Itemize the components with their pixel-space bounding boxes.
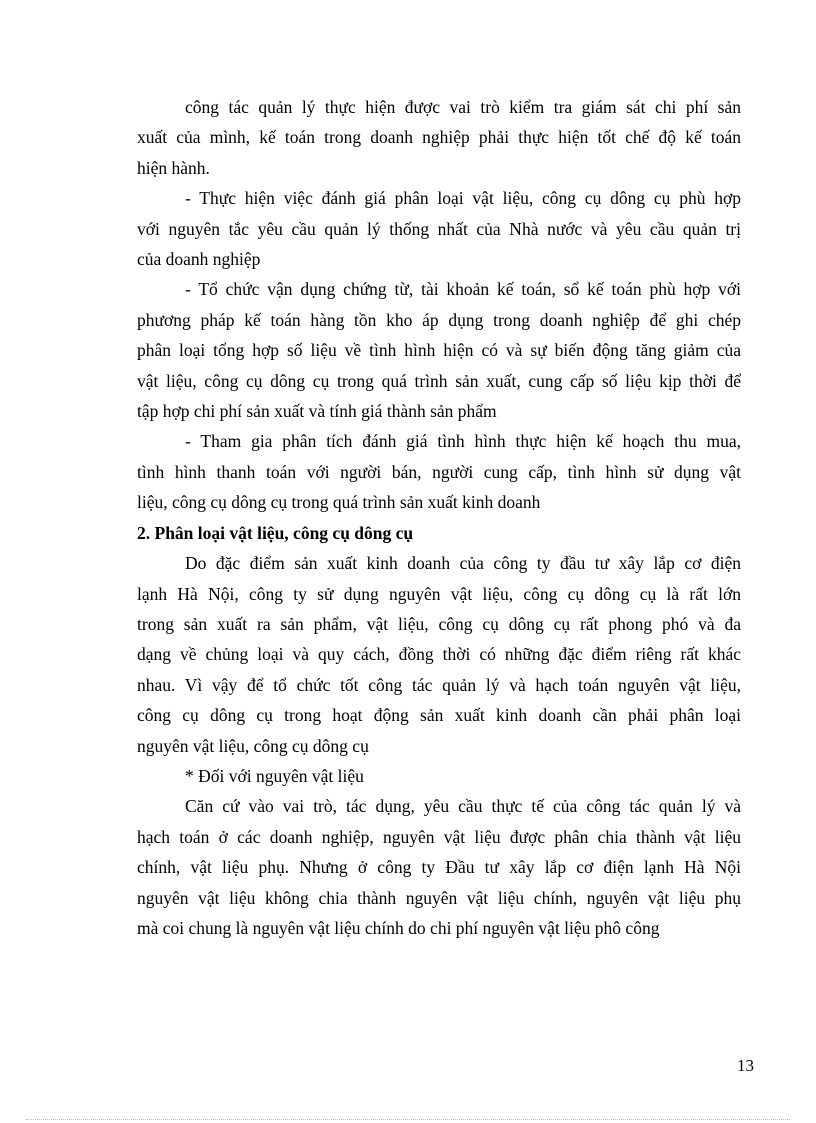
text-line: Căn cứ vào vai trò, tác dụng, yêu cầu thực tế của công tác quản lý và bbox=[185, 796, 741, 817]
text-line: vật liệu, công cụ dông cụ trong quá trình sản xuất, cung cấp số liệu kịp thời để bbox=[137, 370, 741, 391]
section-heading: 2. Phân loại vật liệu, công cụ dông cụ bbox=[137, 522, 414, 543]
text-line: nguyên vật liệu không chia thành nguyên vật liệu chính, nguyên vật liệu phụ bbox=[137, 887, 741, 908]
text-line: - Tham gia phân tích đánh giá tình hình thực hiện kế hoạch thu mua, bbox=[185, 431, 741, 452]
paragraph bbox=[137, 548, 741, 761]
text-line: liệu, công cụ dông cụ trong quá trình sản xuất kinh doanh bbox=[137, 492, 541, 513]
paragraph bbox=[137, 183, 741, 274]
text-line: dạng về chủng loại và quy cách, đồng thời có những đặc điểm riêng rất khác bbox=[137, 644, 741, 665]
text-line: lạnh Hà Nội, công ty sử dụng nguyên vật liệu, công cụ dông cụ là rất lớn bbox=[137, 583, 741, 604]
text-line: - Thực hiện việc đánh giá phân loại vật liệu, công cụ dông cụ phù hợp bbox=[185, 188, 741, 209]
page-number: 13 bbox=[737, 1056, 754, 1075]
text-line: của doanh nghiệp bbox=[137, 249, 261, 270]
text-line: tình hình thanh toán với người bán, người cung cấp, tình hình sử dụng vật bbox=[137, 461, 741, 482]
text-line: Do đặc điểm sản xuất kinh doanh của công ty đầu tư xây lắp cơ điện bbox=[185, 553, 741, 574]
text-line: công tác quản lý thực hiện được vai trò kiểm tra giám sát chi phí sản bbox=[185, 97, 741, 117]
text-line: phương pháp kế toán hàng tồn kho áp dụng trong doanh nghiệp để ghi chép bbox=[137, 309, 741, 330]
text-line: xuất của mình, kế toán trong doanh nghiệp phải thực hiện tốt chế độ kế toán bbox=[137, 127, 741, 148]
text-line: chính, vật liệu phụ. Nhưng ở công ty Đầu tư xây lắp cơ điện lạnh Hà Nội bbox=[137, 857, 741, 878]
text-line: phân loại tổng hợp số liệu về tình hình hiện có và sự biến động tăng giảm của bbox=[137, 340, 741, 361]
text-line: nguyên vật liệu, công cụ dông cụ bbox=[137, 735, 369, 756]
paragraph bbox=[137, 761, 741, 791]
text-line: mà coi chung là nguyên vật liệu chính do chi phí nguyên vật liệu phô công bbox=[137, 917, 660, 938]
text-line: * Đối với nguyên vật liệu bbox=[185, 765, 364, 786]
paragraph bbox=[137, 274, 741, 426]
text-line: nhau. Vì vậy để tổ chức tốt công tác quản lý và hạch toán nguyên vật liệu, bbox=[137, 674, 741, 695]
page-body bbox=[137, 92, 741, 943]
text-line: - Tổ chức vận dụng chứng từ, tài khoản kế toán, sổ kế toán phù hợp với bbox=[185, 279, 741, 300]
text-line: trong sản xuất ra sản phẩm, vật liệu, công cụ dông cụ rất phong phó và đa bbox=[137, 613, 741, 634]
paragraph bbox=[137, 92, 741, 183]
text-line: tập hợp chi phí sản xuất và tính giá thành sản phẩm bbox=[137, 401, 497, 422]
text-line: với nguyên tắc yêu cầu quản lý thống nhất của Nhà nước và yêu cầu quản trị bbox=[137, 218, 741, 239]
page-bottom-rule bbox=[26, 1119, 790, 1120]
paragraph bbox=[137, 791, 741, 943]
paragraph bbox=[137, 426, 741, 517]
text-line: hạch toán ở các doanh nghiệp, nguyên vật liệu được phân chia thành vật liệu bbox=[137, 826, 741, 847]
text-line: công cụ dông cụ trong hoạt động sản xuất kinh doanh cần phải phân loại bbox=[137, 705, 741, 726]
text-line: hiện hành. bbox=[137, 157, 210, 178]
